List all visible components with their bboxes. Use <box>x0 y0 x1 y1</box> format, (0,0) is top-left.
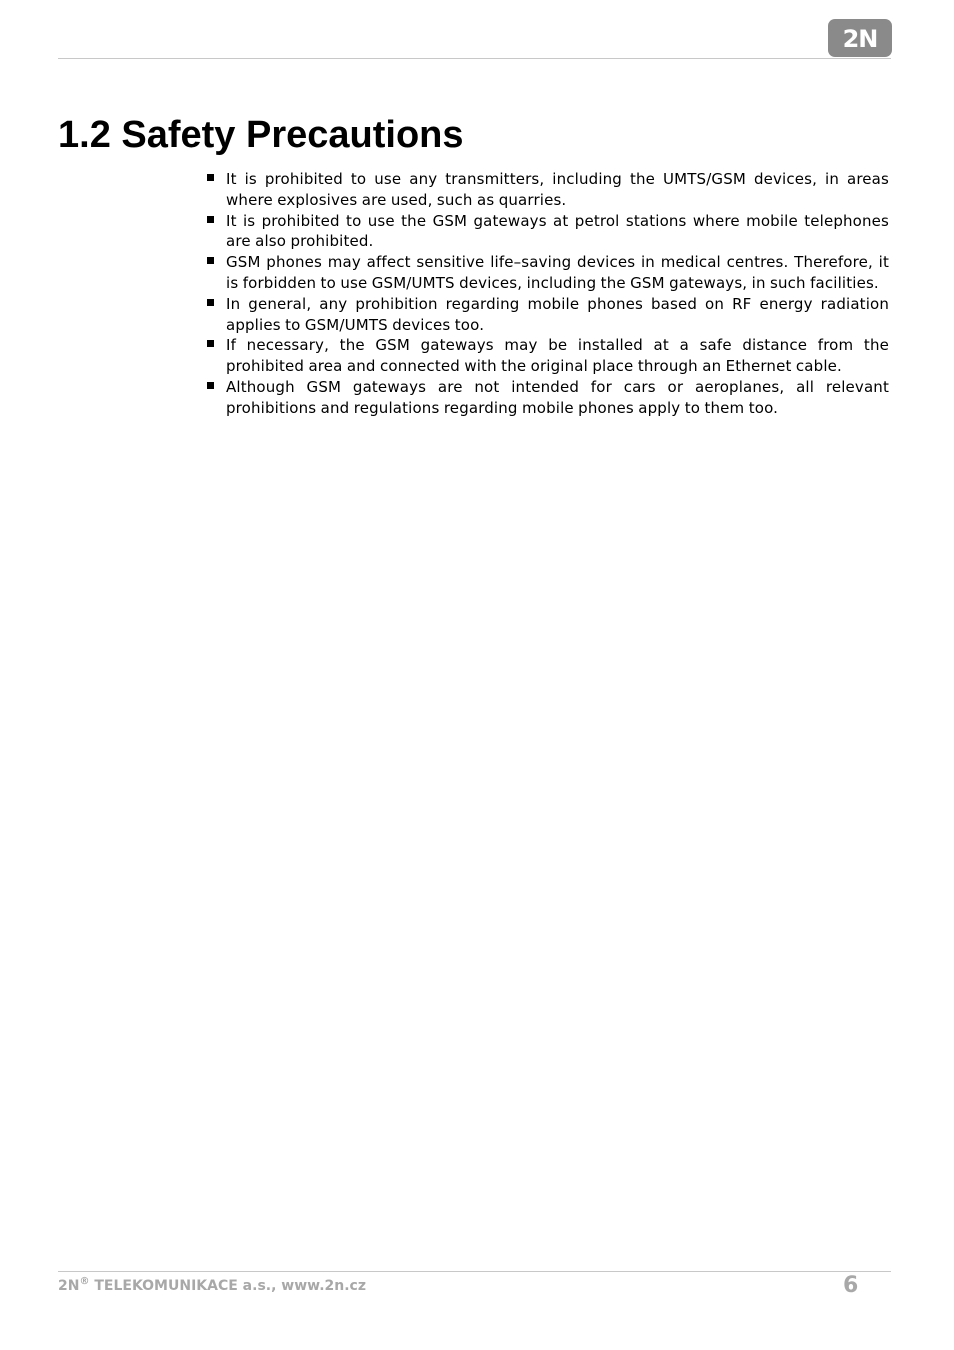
2n-logo-icon <box>828 19 892 57</box>
list-item <box>207 252 889 294</box>
square-bullet-icon <box>207 257 214 264</box>
square-bullet-icon <box>207 216 214 223</box>
page-number: 6 <box>843 1273 859 1298</box>
square-bullet-icon <box>207 174 214 181</box>
list-item <box>207 294 889 336</box>
footer-company-line <box>58 1278 366 1294</box>
list-item-text: It is prohibited to use any transmitters, including the UMTS/GSM devices, in areas where explosives are used, such as quarries. <box>226 170 889 209</box>
square-bullet-icon <box>207 340 214 347</box>
list-item <box>207 169 889 211</box>
list-item-text: It is prohibited to use the GSM gateways at petrol stations where mobile telephones are also prohibited. <box>226 211 889 251</box>
logo-text: 2N <box>842 25 878 53</box>
square-bullet-icon <box>207 299 214 306</box>
square-bullet-icon <box>207 382 214 389</box>
page-title: 1.2 Safety Precautions <box>58 114 464 156</box>
registered-mark: ® <box>79 1276 90 1287</box>
safety-precautions-list <box>207 169 889 419</box>
list-item <box>207 377 889 419</box>
list-item-text: Although GSM gateways are not intended for cars or aeroplanes, all relevant prohibitions and regulations regarding mobile phones apply to them too. <box>226 377 889 417</box>
footer-divider <box>58 1271 891 1272</box>
company-logo <box>828 19 892 57</box>
footer-company: TELEKOMUNIKACE a.s., www.2n.cz <box>89 1278 366 1294</box>
list-item-text: If necessary, the GSM gateways may be installed at a safe distance from the prohibited area and connected with the original place through an Ethernet cable. <box>226 336 889 376</box>
list-item-text: GSM phones may affect sensitive life–saving devices in medical centres. Therefore, it is forbidden to use GSM/UMTS devices, including the GSM gateways, in such facilities. <box>226 253 889 292</box>
list-item <box>207 211 889 253</box>
footer-brand: 2N <box>58 1278 80 1294</box>
header-divider <box>58 58 891 59</box>
list-item <box>207 335 889 377</box>
list-item-text: In general, any prohibition regarding mobile phones based on RF energy radiation applies to GSM/UMTS devices too. <box>226 294 889 334</box>
